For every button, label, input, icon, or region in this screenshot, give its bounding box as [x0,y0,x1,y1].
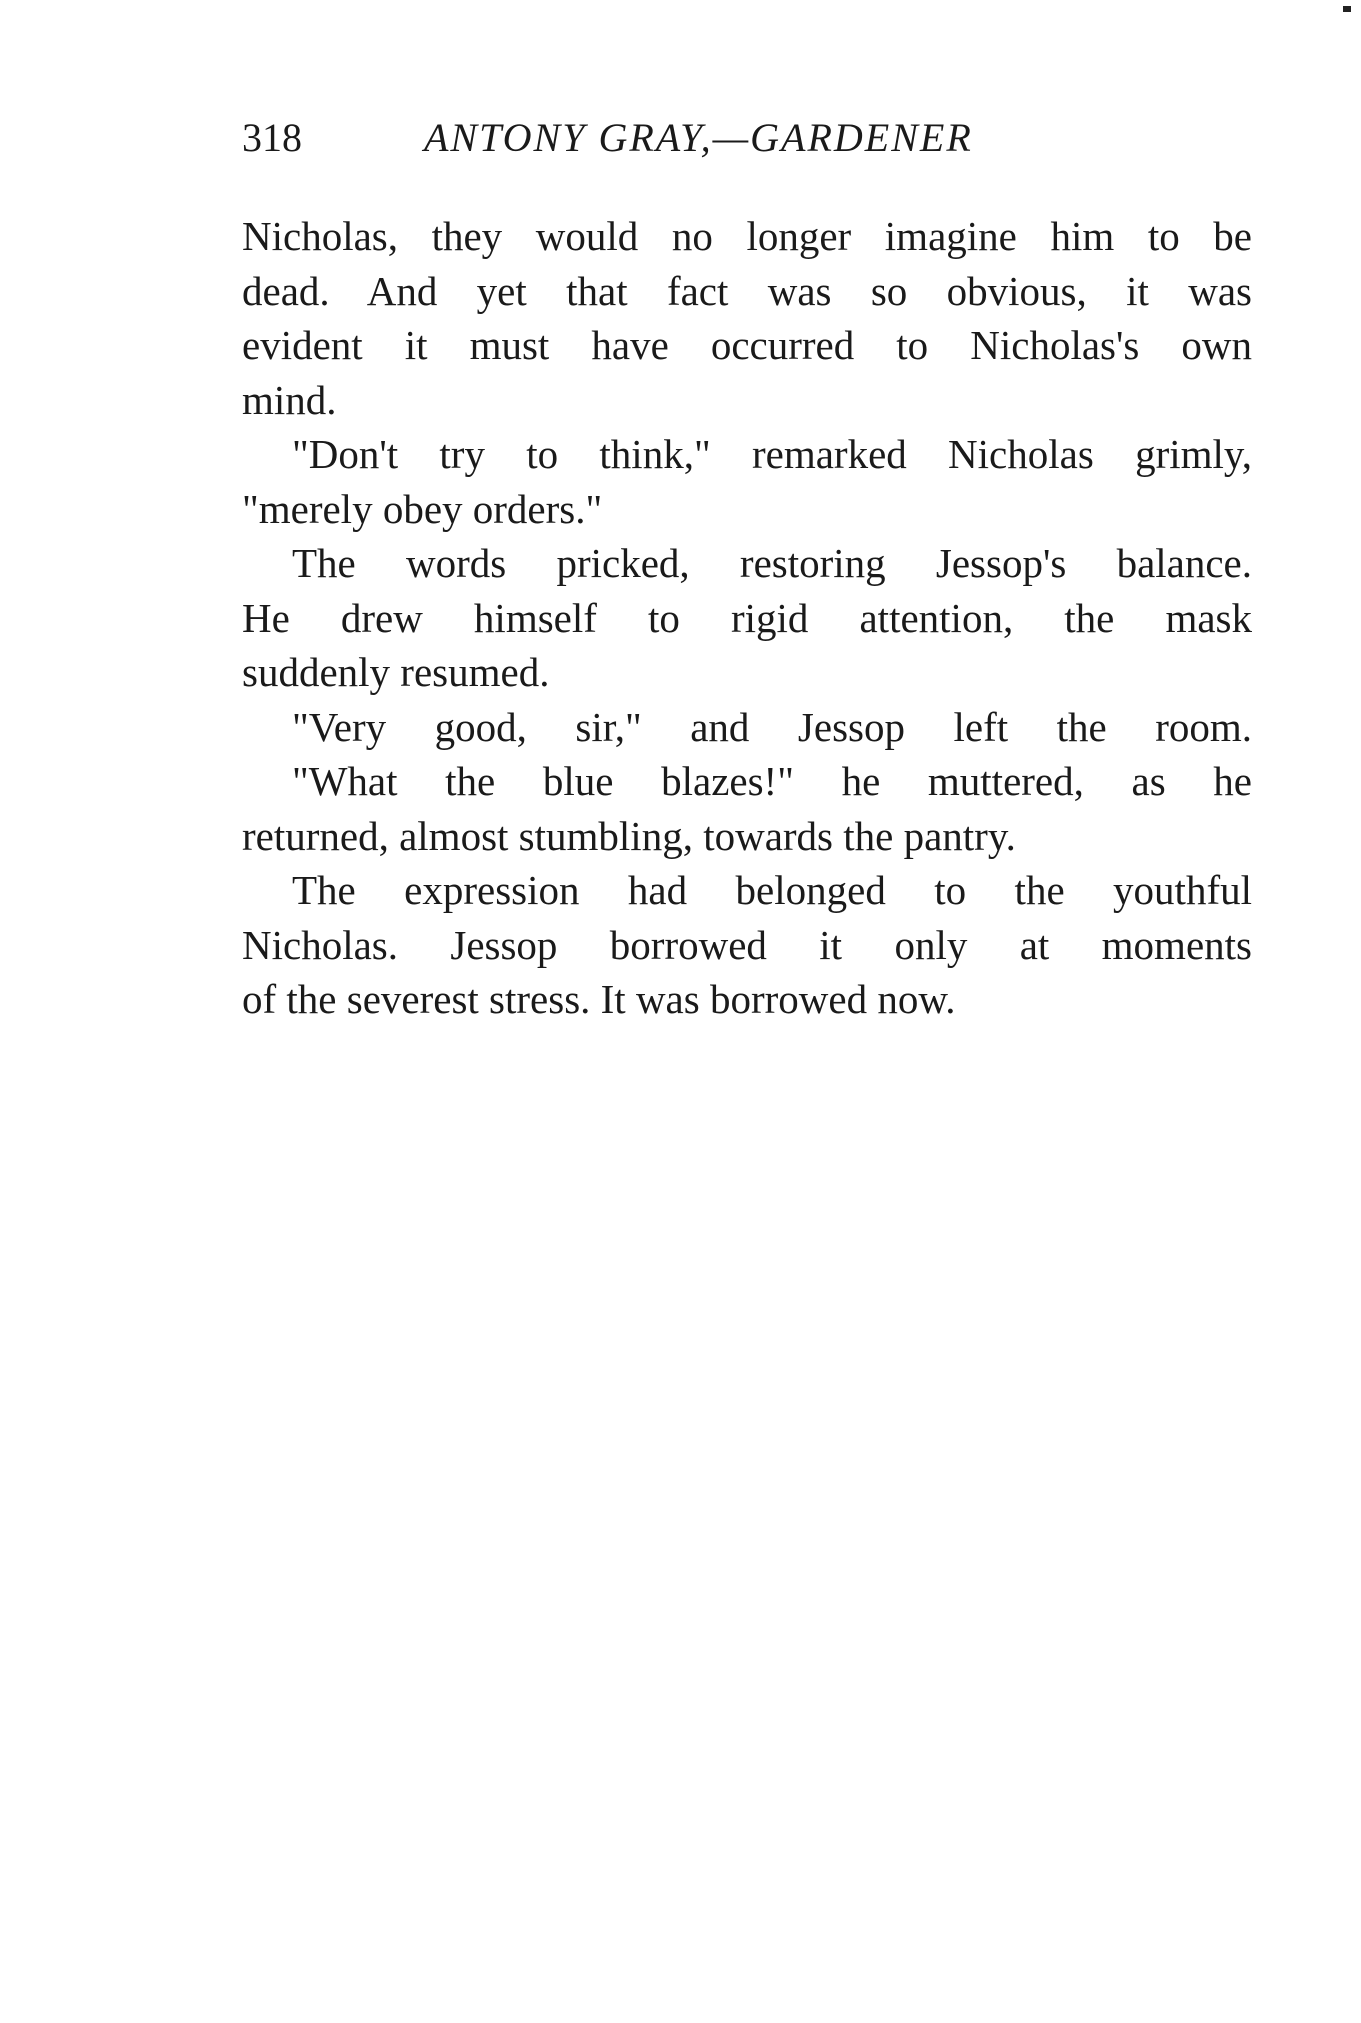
text-line: returned, almost stumbling, towards the pantry. [242,812,1016,859]
page-number: 318 [242,115,302,160]
text-line: He drew himself to rigid attention, the mask [242,594,1252,641]
running-head [242,108,1252,168]
text-line: "Don't try to think," remarked Nicholas grimly, [292,431,1252,477]
text-line: The expression had belonged to the youthful [292,867,1252,913]
paragraph [242,536,1252,700]
running-title: ANTONY GRAY,—GARDENER [424,115,973,160]
text-line: dead. And yet that fact was so obvious, it was [242,267,1252,314]
paragraph [242,863,1252,1027]
text-line: "merely obey orders." [242,485,603,532]
text-line: "Very good, sir," and Jessop left the room. [292,703,1252,750]
text-line: Nicholas, they would no longer imagine him to be [242,213,1252,259]
text-line: of the severest stress. It was borrowed now. [242,976,956,1022]
scan-mark [1343,6,1351,12]
text-line: Nicholas. Jessop borrowed it only at moments [242,921,1252,968]
body-text [242,209,1252,1027]
text-line: mind. [242,376,337,423]
paragraph [242,427,1252,536]
text-line: suddenly resumed. [242,649,550,695]
text-line: evident it must have occurred to Nicholas's own [242,322,1252,368]
paragraph [242,754,1252,863]
paragraph [242,700,1252,755]
paragraph [242,209,1252,427]
text-line: "What the blue blazes!" he muttered, as he [292,758,1252,804]
text-line: The words pricked, restoring Jessop's balance. [292,540,1252,586]
